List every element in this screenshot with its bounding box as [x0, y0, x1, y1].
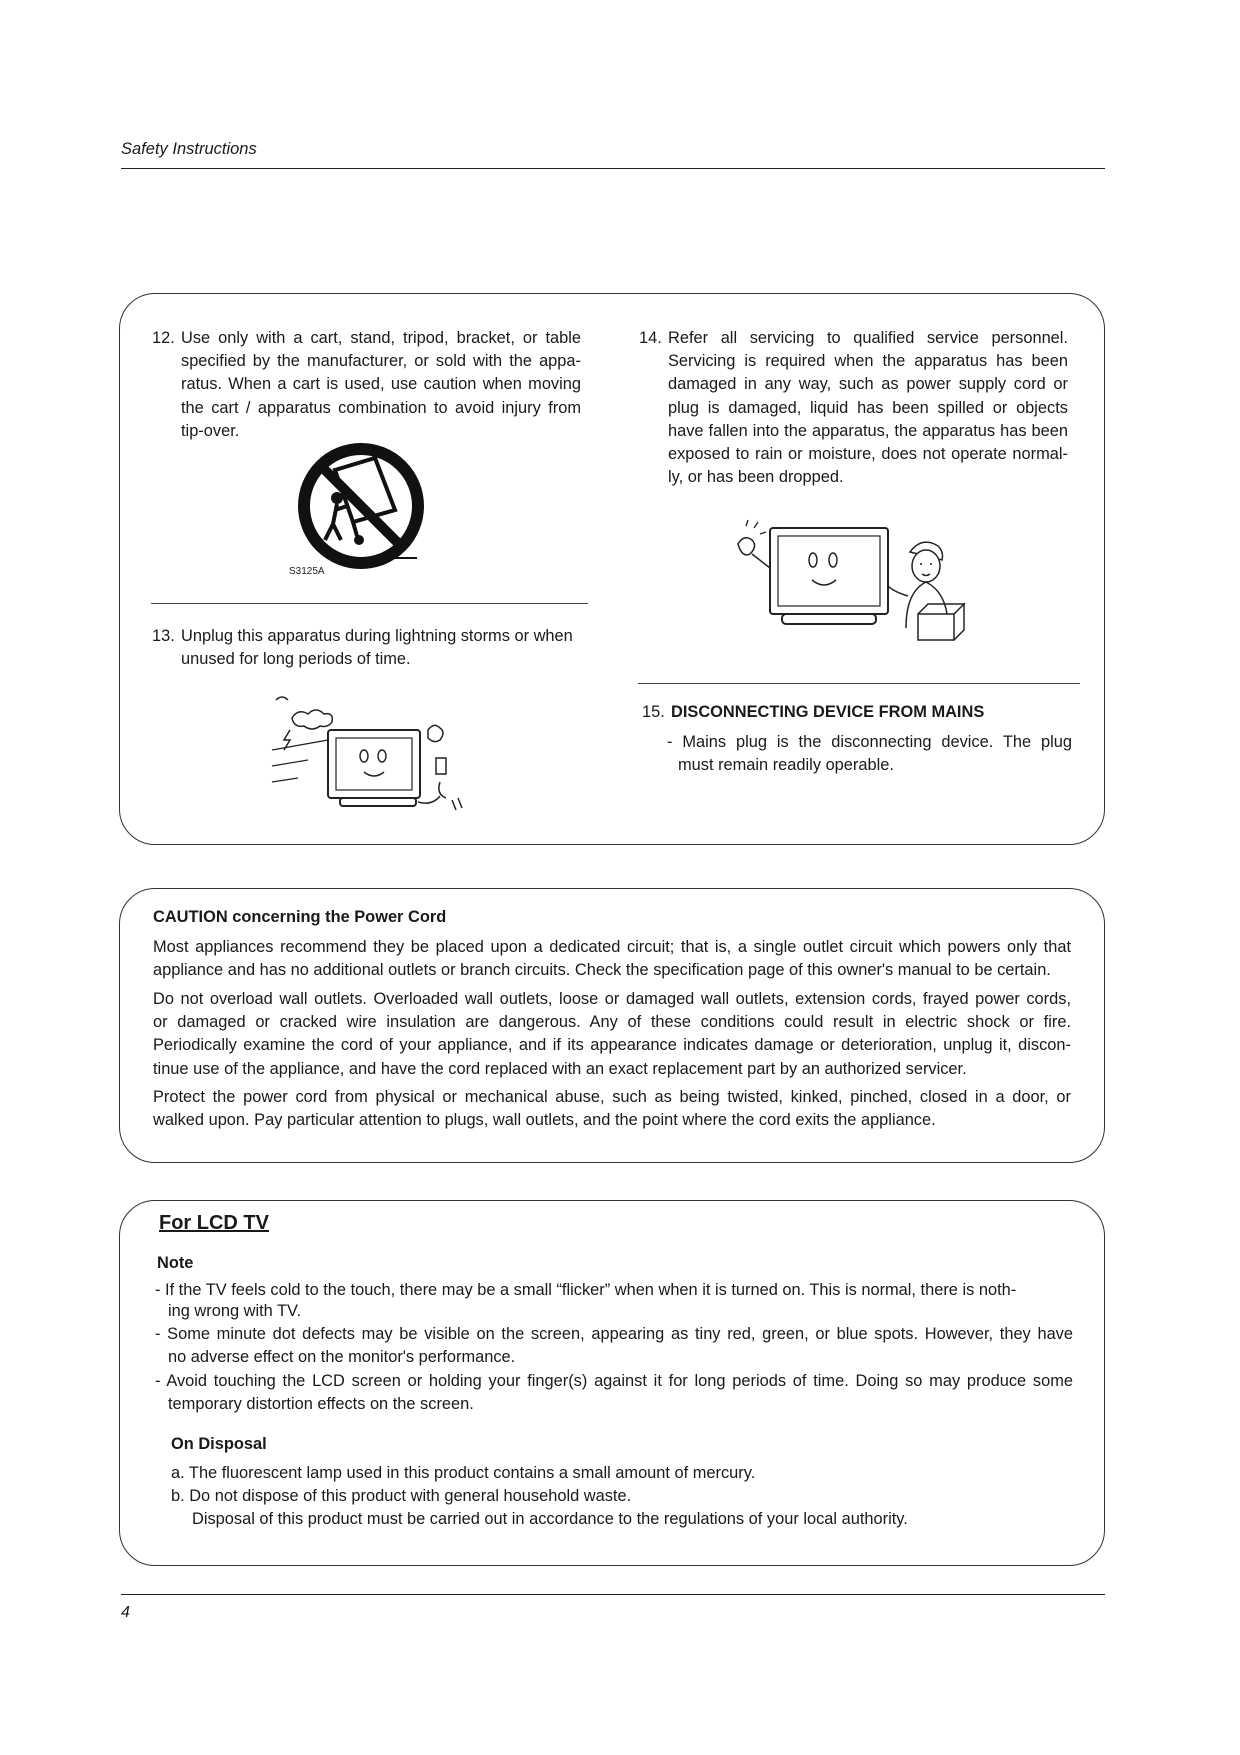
left-divider	[151, 603, 588, 604]
item-12-number: 12.	[152, 329, 175, 347]
caution-paragraph-3: Protect the power cord from physical or mechanical abuse, such as being twisted, kinked, pinched, closed in a door, or walked upon. Pay particular attention to plugs, wall outlets, and the point where the cord exits the appliance.	[153, 1088, 1071, 1130]
note-title: Note	[157, 1254, 194, 1272]
footer-rule	[121, 1594, 1105, 1595]
service-technician-illustration	[730, 518, 980, 653]
item-15-number: 15.	[642, 703, 665, 721]
section-title: Safety Instructions	[121, 140, 257, 158]
header-rule	[121, 168, 1105, 169]
caution-title: CAUTION concerning the Power Cord	[153, 908, 447, 926]
item-12-text: Use only with a cart, stand, tripod, bracket, or table specified by the manufacturer, or sold with the appa- ratus. When a cart is used, use caution when moving the cart / apparatus combination to avoid injury from tip-over.	[181, 329, 581, 440]
lcd-section-title: For LCD TV	[159, 1212, 269, 1234]
lightning-unplug-illustration	[268, 690, 478, 815]
note-item-1: - If the TV feels cold to the touch, there may be a small “flicker” when when it is turned on. This is normal, there is noth- ing wrong with TV.	[155, 1281, 1017, 1320]
item-14-text: Refer all servicing to qualified service personnel. Servicing is required when the apparatus has been damaged in any way, such as power supply cord or plug is damaged, liquid has been spilled or objects have fallen into the apparatus, the apparatus has been exposed to rain or moisture, does not operate normal- ly, or has been dropped.	[668, 329, 1068, 487]
item-15-title: DISCONNECTING DEVICE FROM MAINS	[671, 703, 985, 721]
page-number: 4	[121, 1604, 130, 1621]
figure-label: S3125A	[289, 566, 325, 577]
note-item-3: - Avoid touching the LCD screen or holding your finger(s) against it for long periods of time. Doing so may produce some temporary distortion effects on the screen.	[155, 1372, 1073, 1413]
cart-tip-over-warning-icon	[295, 440, 435, 565]
item-13-number: 13.	[152, 627, 175, 645]
caution-paragraph-2: Do not overload wall outlets. Overloaded wall outlets, loose or damaged wall outlets, extension cords, frayed power cords, or damaged or cracked wire insulation are dangerous. Any of these conditions could result in electric shock or fire. Periodically examine the cord of your appliance, and if its appearance indicates damage or deterioration, unplug it, discon- tinue use of the appliance, and have the cord replaced with an exact replacement part by an authorized servicer.	[153, 990, 1071, 1078]
item-13-text: Unplug this apparatus during lightning storms or when unused for long periods of time.	[181, 627, 573, 669]
disposal-list: a. The fluorescent lamp used in this product contains a small amount of mercury. b. Do not dispose of this product with general household waste. Disposal of this product must be carried out in accordance to the regulations of your local authority.	[171, 1464, 908, 1529]
right-divider	[638, 683, 1080, 684]
item-14-number: 14.	[639, 329, 662, 347]
item-15-text: - Mains plug is the disconnecting device. The plug must remain readily operable.	[667, 733, 1072, 775]
caution-paragraph-1: Most appliances recommend they be placed upon a dedicated circuit; that is, a single outlet circuit which powers only that appliance and has no additional outlets or branch circuits. Check the specification page of this owner's manual to be certain.	[153, 938, 1071, 980]
disposal-title: On Disposal	[171, 1435, 267, 1453]
note-item-2: - Some minute dot defects may be visible on the screen, appearing as tiny red, green, or blue spots. However, they have no adverse effect on the monitor's performance.	[155, 1325, 1073, 1366]
